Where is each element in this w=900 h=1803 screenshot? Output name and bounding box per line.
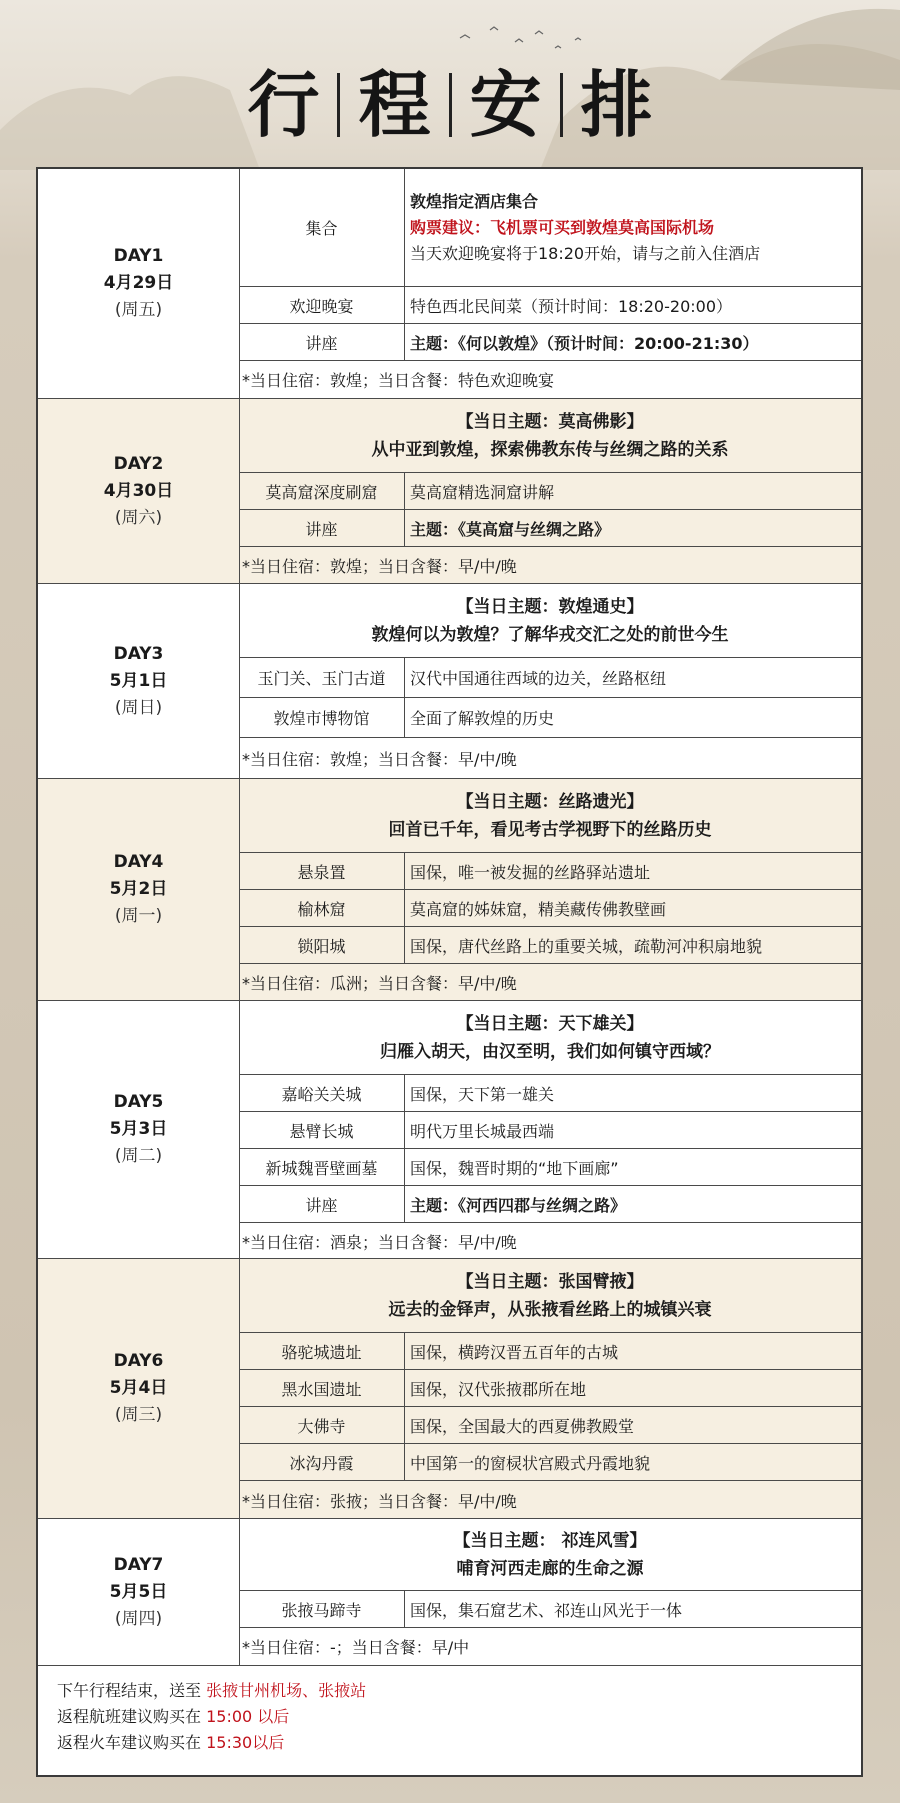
row-value: 汉代中国通往西域的边关，丝路枢纽 (410, 669, 667, 688)
day-block-6 (38, 1259, 861, 1519)
title-char: 安 (469, 62, 542, 147)
day-theme (239, 399, 861, 473)
row-key: 莫高窟深度刷窟 (239, 473, 405, 509)
row-value: 主题：《何以敦煌》（预计时间：20:00-21:30） (410, 333, 759, 353)
theme-title: 【当日主题：莫高佛影】 (456, 411, 644, 432)
return-highlight: 15:00 以后 (206, 1707, 290, 1726)
row-value: 明代万里长城最西端 (410, 1121, 555, 1141)
theme-subtitle: 敦煌何以为敦煌？了解华戎交汇之处的前世今生 (371, 624, 729, 645)
row-key: 骆驼城遗址 (239, 1333, 405, 1369)
row-key: 锁阳城 (239, 927, 405, 963)
day-date: 5月4日 (109, 1378, 168, 1398)
row-key: 黑水国遗址 (239, 1370, 405, 1406)
day-theme (239, 1259, 861, 1333)
day-label (38, 1259, 240, 1518)
row-key: 集合 (239, 169, 405, 286)
day-theme (239, 1001, 861, 1075)
row-key: 讲座 (239, 510, 405, 546)
row-value: 国保，全国最大的西夏佛教殿堂 (410, 1416, 635, 1436)
table-row (239, 287, 861, 324)
table-row (239, 658, 861, 698)
day-footer: *当日住宿：酒泉；当日含餐：早/中/晚 (242, 1232, 517, 1252)
day-weekday: (周三) (114, 1405, 163, 1425)
day-block-4 (38, 779, 861, 1001)
table-row (239, 473, 861, 510)
gather-line: 敦煌指定酒店集合 (410, 191, 539, 211)
day-weekday: (周五) (114, 300, 163, 320)
day-label (38, 1519, 240, 1665)
row-value: 莫高窟的姊妹窟，精美藏传佛教壁画 (410, 899, 667, 919)
day-weekday: (周六) (114, 507, 163, 528)
row-key: 悬泉置 (239, 853, 405, 889)
row-key: 新城魏晋壁画墓 (239, 1149, 405, 1185)
day-footer: *当日住宿：张掖；当日含餐：早/中/晚 (242, 1491, 517, 1511)
ticket-advice: 购票建议：飞机票可买到敦煌莫高国际机场 (410, 217, 715, 237)
day-label (38, 169, 240, 398)
title-char: 程 (358, 62, 431, 147)
row-key: 讲座 (239, 324, 405, 360)
day-label (38, 1001, 240, 1258)
table-row (239, 890, 861, 927)
table-row (239, 1333, 861, 1370)
table-row (239, 1112, 861, 1149)
row-key: 欢迎晚宴 (239, 287, 405, 323)
return-highlight: 15:30以后 (206, 1733, 285, 1752)
row-value: 特色西北民间菜（预计时间：18:20-20:00） (410, 296, 732, 316)
day-date: 5月5日 (109, 1581, 168, 1602)
row-key: 悬臂长城 (239, 1112, 405, 1148)
table-row (239, 324, 861, 361)
row-key: 冰沟丹霞 (239, 1444, 405, 1480)
row-value: 主题：《莫高窟与丝绸之路》 (410, 519, 611, 539)
row-value: 国保，汉代张掖郡所在地 (410, 1379, 587, 1399)
return-text: 下午行程结束，送至 (57, 1681, 207, 1700)
day-block-7 (38, 1519, 861, 1666)
return-highlight: 张掖甘州机场、张掖站 (206, 1681, 367, 1700)
theme-subtitle: 回首已千年，看见考古学视野下的丝路历史 (388, 819, 712, 840)
return-line (57, 1704, 861, 1730)
row-key: 讲座 (239, 1186, 405, 1222)
table-row (239, 1186, 861, 1223)
table-row (239, 510, 861, 547)
day-date: 5月2日 (109, 879, 168, 899)
day-weekday: (周四) (114, 1608, 163, 1629)
return-line (57, 1730, 861, 1756)
theme-subtitle: 从中亚到敦煌，探索佛教东传与丝绸之路的关系 (371, 439, 729, 460)
theme-subtitle: 哺育河西走廊的生命之源 (456, 1558, 644, 1579)
day-footer: *当日住宿：-；当日含餐：早/中 (242, 1638, 470, 1657)
day-label (38, 584, 240, 778)
day-footer: *当日住宿：敦煌；当日含餐：早/中/晚 (242, 749, 517, 769)
day-weekday: (周二) (114, 1146, 163, 1166)
day-date: 4月29日 (103, 273, 174, 293)
day-block-3 (38, 584, 861, 779)
table-row (239, 927, 861, 964)
row-value: 国保，横跨汉晋五百年的古城 (410, 1342, 619, 1362)
theme-title: 【当日主题：张国臂掖】 (456, 1271, 644, 1292)
row-key: 嘉峪关关城 (239, 1075, 405, 1111)
table-row (239, 698, 861, 738)
day-number: DAY7 (113, 1554, 164, 1575)
theme-title: 【当日主题：丝路遗光】 (456, 791, 644, 812)
row-value (405, 189, 760, 267)
day-date: 4月30日 (103, 480, 174, 501)
day-footer: *当日住宿：敦煌；当日含餐：早/中/晚 (242, 557, 517, 576)
day-block-1 (38, 169, 861, 399)
table-row (239, 1591, 861, 1628)
table-row (239, 1149, 861, 1186)
itinerary-table (36, 167, 863, 1777)
title-char: 排 (580, 62, 653, 147)
day-weekday: (周一) (114, 906, 163, 926)
day-theme (239, 584, 861, 658)
day-block-2 (38, 399, 861, 584)
row-key: 敦煌市博物馆 (239, 698, 405, 737)
row-key: 玉门关、玉门古道 (239, 658, 405, 697)
row-value: 国保，集石窟艺术、祁连山风光于一体 (410, 1600, 683, 1620)
table-row (239, 853, 861, 890)
day-block-5 (38, 1001, 861, 1259)
day-footer: *当日住宿：瓜洲；当日含餐：早/中/晚 (242, 974, 517, 993)
row-value: 国保，唯一被发掘的丝路驿站遗址 (410, 862, 651, 882)
table-row (239, 1444, 861, 1481)
table-row (239, 169, 861, 287)
row-value: 中国第一的窗棂状宫殿式丹霞地貌 (410, 1453, 651, 1473)
row-value: 国保，天下第一雄关 (410, 1084, 555, 1104)
day-label (38, 779, 240, 1000)
row-value: 国保，魏晋时期的“地下画廊” (410, 1158, 619, 1178)
day-theme (239, 779, 861, 853)
day-number: DAY1 (113, 246, 164, 266)
day-number: DAY6 (113, 1351, 164, 1371)
theme-title: 【当日主题： 祁连风雪】 (453, 1530, 647, 1551)
return-line (57, 1678, 861, 1704)
theme-title: 【当日主题：天下雄关】 (456, 1013, 644, 1034)
bird-flock-icon (460, 27, 581, 48)
theme-title: 【当日主题：敦煌通史】 (456, 596, 644, 617)
table-row (239, 1407, 861, 1444)
theme-subtitle: 远去的金铎声，从张掖看丝路上的城镇兴衰 (388, 1299, 712, 1320)
theme-subtitle: 归雁入胡天，由汉至明，我们如何镇守西域？ (380, 1041, 720, 1062)
gather-line: 当天欢迎晚宴将于18:20开始，请与之前入住酒店 (410, 243, 761, 263)
day-footer: *当日住宿：敦煌；当日含餐：特色欢迎晚宴 (242, 371, 555, 390)
row-value: 全面了解敦煌的历史 (410, 709, 555, 728)
title-char: 行 (247, 62, 320, 147)
page-title (0, 60, 900, 150)
return-text: 返程航班建议购买在 (57, 1707, 207, 1726)
table-row (239, 1075, 861, 1112)
day-date: 5月3日 (109, 1119, 168, 1139)
row-key: 大佛寺 (239, 1407, 405, 1443)
row-value: 国保，唐代丝路上的重要关城，疏勒河冲积扇地貌 (410, 936, 763, 956)
day-number: DAY4 (113, 852, 164, 872)
row-key: 榆林窟 (239, 890, 405, 926)
day-weekday: (周日) (114, 697, 163, 718)
day-label (38, 399, 240, 583)
table-row (239, 1370, 861, 1407)
day-number: DAY5 (113, 1092, 164, 1112)
day-date: 5月1日 (109, 670, 168, 691)
row-key: 张掖马蹄寺 (239, 1591, 405, 1627)
return-text: 返程火车建议购买在 (57, 1733, 207, 1752)
return-notes (38, 1666, 861, 1775)
day-theme (239, 1519, 861, 1591)
row-value: 主题：《河西四郡与丝绸之路》 (410, 1195, 627, 1215)
day-number: DAY3 (113, 643, 164, 664)
row-value: 莫高窟精选洞窟讲解 (410, 482, 555, 502)
day-number: DAY2 (113, 453, 164, 474)
